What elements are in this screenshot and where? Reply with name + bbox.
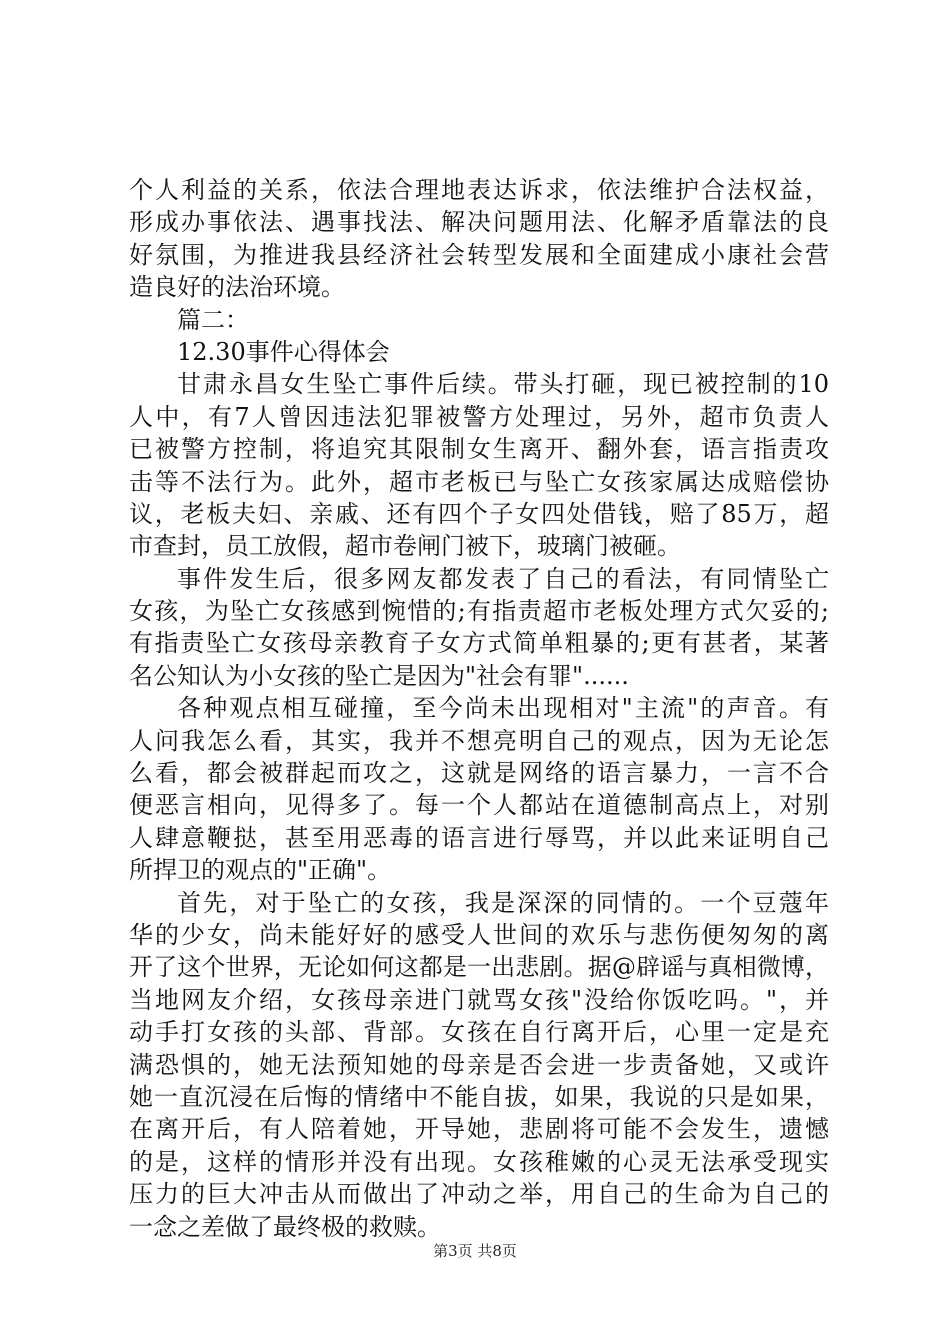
text-line: 人肆意鞭挞，甚至用恶毒的语言进行辱骂，并以此来证明自己 [129,823,829,852]
text-line: 当地网友介绍，女孩母亲进门就骂女孩"没给你饭吃吗。"，并 [129,985,829,1014]
text-line: 有指责坠亡女孩母亲教育子女方式简单粗暴的;更有甚者，某著 [129,629,829,658]
text-line: 满恐惧的，她无法预知她的母亲是否会进一步责备她，又或许 [129,1050,829,1079]
text-line: 一念之差做了最终极的救赎。 [129,1212,441,1241]
text-line: 便恶言相向，见得多了。每一个人都站在道德制高点上，对别 [129,791,829,820]
text-line: 么看，都会被群起而攻之，这就是网络的语言暴力，一言不合 [129,759,829,788]
text-line: 首先，对于坠亡的女孩，我是深深的同情的。一个豆蔻年 [177,888,829,917]
text-line: 事件发生后，很多网友都发表了自己的看法，有同情坠亡 [177,564,829,593]
text-line: 各种观点相互碰撞，至今尚未出现相对"主流"的声音。有 [177,694,829,723]
text-line: 所捍卫的观点的"正确"。 [129,856,392,885]
text-line: 压力的巨大冲击从而做出了冲动之举，用自己的生命为自己的 [129,1180,829,1209]
text-line: 好氛围，为推进我县经济社会转型发展和全面建成小康社会营 [129,240,829,269]
text-line: 动手打女孩的头部、背部。女孩在自行离开后，心里一定是充 [129,1018,829,1047]
text-line: 已被警方控制，将追究其限制女生离开、翻外套，语言指责攻 [129,435,829,464]
text-line: 个人利益的关系，依法合理地表达诉求，依法维护合法权益， [129,176,829,204]
document-body [129,174,829,1243]
text-line: 造良好的法治环境。 [129,273,345,302]
text-line: 在离开后，有人陪着她，开导她，悲剧将可能不会发生，遗憾 [129,1115,829,1144]
page-number-footer: 第3页 共8页 [433,1242,517,1260]
text-line: 篇二： [177,305,249,334]
text-line: 12.30事件心得体会 [177,337,390,366]
text-line: 击等不法行为。此外，超市老板已与坠亡女孩家属达成赔偿协 [129,467,829,496]
text-line: 华的少女，尚未能好好的感受人世间的欢乐与悲伤便匆匆的离 [129,920,829,949]
text-line: 人问我怎么看，其实，我并不想亮明自己的观点，因为无论怎 [129,726,829,755]
text-line: 的是，这样的情形并没有出现。女孩稚嫩的心灵无法承受现实 [129,1147,829,1176]
text-line: 开了这个世界，无论如何这都是一出悲剧。据@辟谣与真相微博， [129,953,829,982]
text-line: 人中，有7人曾因违法犯罪被警方处理过，另外，超市负责人 [129,402,829,431]
text-line: 议，老板夫妇、亲戚、还有四个子女四处借钱，赔了85万，超 [129,499,829,528]
text-line: 名公知认为小女孩的坠亡是因为"社会有罪"...... [129,661,629,690]
text-line: 市查封，员工放假，超市卷闸门被下，玻璃门被砸。 [129,532,681,561]
text-line: 她一直沉浸在后悔的情绪中不能自拔，如果，我说的只是如果， [129,1082,829,1111]
text-line: 女孩，为坠亡女孩感到惋惜的;有指责超市老板处理方式欠妥的; [129,597,829,626]
text-line: 形成办事依法、遇事找法、解决问题用法、化解矛盾靠法的良 [129,208,829,237]
text-line: 甘肃永昌女生坠亡事件后续。带头打砸，现已被控制的10 [177,370,829,399]
